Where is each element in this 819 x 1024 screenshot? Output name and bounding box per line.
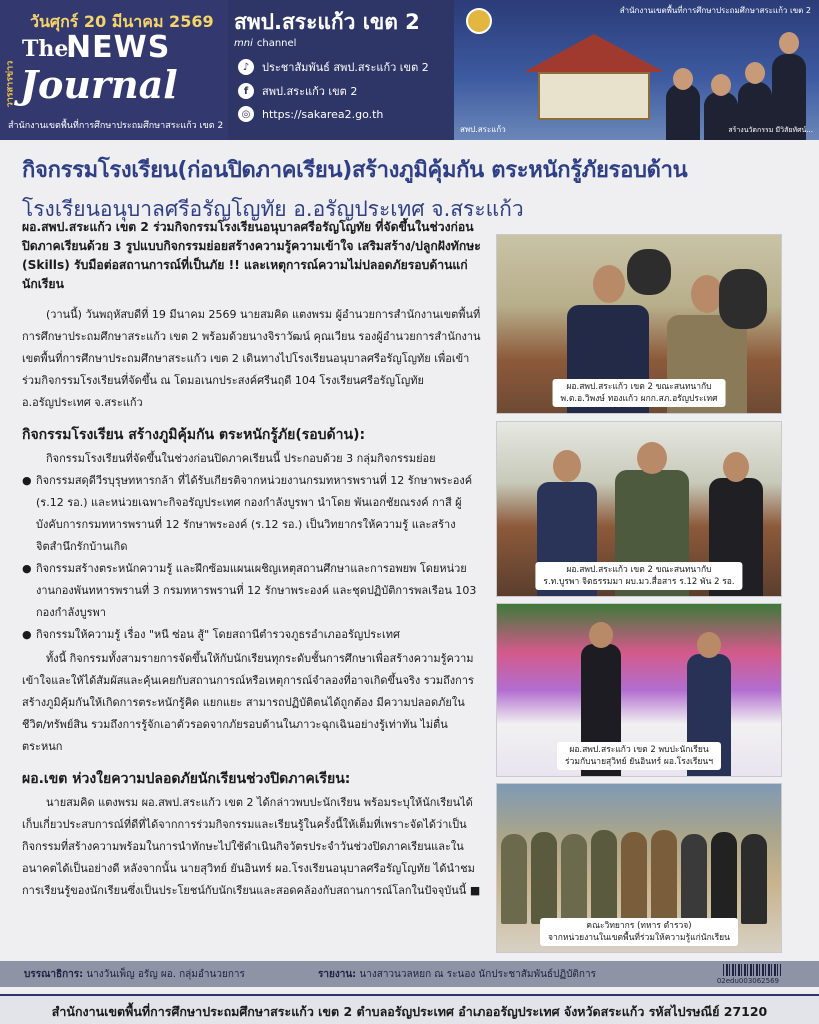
photo-caption: ผอ.สพป.สระแก้ว เขต 2 ขณะสนทนากับ ร.ท.บูรพา จิตธรรมมา ผบ.มว.สื่อสาร ร.12 พัน 2 รอ.: [535, 562, 742, 590]
person-head: [723, 452, 749, 482]
school-building-roof: [524, 34, 664, 72]
article-paragraph: กิจกรรมโรงเรียนที่จัดขึ้นในช่วงก่อนปิดภาคเรียนนี้ ประกอบด้วย 3 กลุ่มกิจกรรมย่อย: [46, 452, 436, 465]
globe-icon: ◎: [238, 106, 254, 122]
masthead-title-block: [0, 0, 228, 140]
person-head: [553, 450, 581, 482]
police-figure: [621, 832, 647, 924]
photo-caption: ผอ.สพป.สระแก้ว เขต 2 พบปะนักเรียน ร่วมกับนายสุวิทย์ ยันอินทร์ ผอ.โรงเรียนฯ: [557, 742, 721, 770]
masthead-photo-caption: สำนักงานเขตพื้นที่การศึกษาประถมศึกษาสระแก้ว เขต 2: [619, 6, 811, 15]
credits-bar: [0, 961, 819, 987]
article-lead: ผอ.สพป.สระแก้ว เขต 2 ร่วมกิจกรรมโรงเรียนอนุบาลศรีอรัญโญทัย ที่จัดขึ้นในช่วงก่อนปิดภาคเรียนด้วย 3 รูปแบบกิจกรรมย่อยสร้างความรู้ความเข้าใจ เสริมสร้าง/ปลูกฝังทักษะ (Skills) รับมือต่อสถานการณ์ที่เป็นภัย !! และเหตุการณ์ความไม่ปลอดภัยรอบด้านแก่นักเรียน: [22, 220, 481, 291]
brand-name: สพป.สระแก้ว เขต 2: [234, 10, 420, 34]
person-figure: [681, 834, 707, 924]
bullet-icon: ●: [22, 474, 32, 487]
soldier-figure: [561, 834, 587, 924]
title-news: NEWS: [66, 30, 171, 65]
soldier-figure: [531, 832, 557, 924]
channel-logo: mni: [234, 38, 253, 49]
issue-date: วันศุกร์ 20 มีนาคม 2569: [30, 12, 214, 31]
staff-figure: [666, 84, 700, 140]
masthead-office: สำนักงานเขตพื้นที่การศึกษาประถมศึกษาสระแก้ว เขต 2: [8, 121, 224, 131]
tiktok-link[interactable]: ♪ ประชาสัมพันธ์ สพป.สระแก้ว เขต 2: [238, 58, 429, 76]
office-emblem-icon: [466, 8, 492, 34]
masthead-photo-bottom: สร้างนวัตกรรม มีวิสัยทัศน์...: [728, 126, 813, 134]
person-figure: [741, 834, 767, 924]
headline-line-2: โรงเรียนอนุบาลศรีอรัญโญทัย อ.อรัญประเทศ จ.สระแก้ว: [22, 197, 524, 221]
photo-3: [496, 603, 782, 777]
soldier-figure: [501, 834, 527, 924]
website-link[interactable]: ◎ https://sakarea2.go.th: [238, 106, 383, 122]
article-paragraph: (วานนี้) วันพฤหัสบดีที่ 19 มีนาคม 2569 นายสมคิด แตงพรม ผู้อำนวยการสำนักงานเขตพื้นที่การศึกษาประถมศึกษาสระแก้ว เขต 2 พร้อมด้วยนางจิราวัฒน์ คุณเวียน รองผู้อำนวยการสำนักงานเขตพื้นที่การศึกษาประถมศึกษาสระแก้ว เขต 2 เดินทางไปโรงเรียนอนุบาลศรีอรัญโญทัย เพื่อเข้าร่วมกิจกรรมโรงเรียนที่จัดขึ้น ณ โดมอเนกประสงค์ศรีนฤดี 104 โรงเรียนศรีอรัญโญทัย อ.อรัญประเทศ จ.สระแก้ว: [22, 308, 481, 409]
school-building: [538, 72, 650, 120]
section-heading: ผอ.เขต ห่วงใยความปลอดภัยนักเรียนช่วงปิดภาคเรียน:: [22, 771, 351, 787]
helmet-figure: [627, 249, 671, 295]
list-item: ● กิจกรรมให้ความรู้ เรื่อง "หนี ซ่อน สู้" โดยสถานีตำรวจภูธรอำเภออรัญประเทศ: [22, 624, 484, 646]
staff-head: [711, 74, 731, 96]
person-head: [589, 622, 613, 648]
headline-line-1: กิจกรรมโรงเรียน(ก่อนปิดภาคเรียน)สร้างภูมิคุ้มกัน ตระหนักรู้ภัยรอบด้าน: [22, 158, 688, 183]
article-body: [22, 218, 484, 902]
footer: [0, 994, 819, 1024]
staff-head: [673, 68, 693, 90]
photo-caption: ผอ.สพป.สระแก้ว เขต 2 ขณะสนทนากับ พ.ต.อ.วิพงษ์ ทองแก้ว ผกก.สภ.อรัญประเทศ: [553, 379, 726, 407]
channel-label: mni channel: [234, 38, 297, 49]
list-item: ● กิจกรรมสดุดีวีรบุรุษทหารกล้า ที่ได้รับเกียรติจากหน่วยงานกรมทหารพรานที่ 12 รักษาพระองค์ (ร.12 รอ.) และหน่วยเฉพาะกิจอรัญประเทศ กองกำลังบูรพา นำโดย พันเอกชัยณรงค์ กาสี ผู้บังคับการกรมทหารพรานที่ 12 รักษาพระองค์ (ร.12 รอ.) เป็นวิทยากรให้ความรู้ และสร้างจิตสำนึกรักบ้านเกิด: [22, 470, 484, 558]
photo-2: [496, 421, 782, 597]
person-figure: [711, 832, 737, 924]
masthead-vertical-label: วารสารข่าว: [5, 60, 15, 108]
article-paragraph: นายสมคิด แตงพรม ผอ.สพป.สระแก้ว เขต 2 ได้กล่าวพบปะนักเรียน พร้อมระบุให้นักเรียนได้เก็บเกี่ยวประสบการณ์ที่ดีที่ได้จากการร่วมกิจกรรมและเรียนรู้ในครั้งนี้ให้เต็มที่เพราะจัดได้ว่าเป็นกิจกรรมที่สร้างความพร้อมในการนำทักษะไปใช้ดำเนินกิจวัตรประจำวันช่วงปิดภาคเรียนและในอนาคตได้เป็นอย่างดี หลังจากนั้น นายสุวิทย์ ยันอินทร์ ผอ.โรงเรียนอนุบาลศรีอรัญโญทัย ได้นำชมการเรียนรู้ของนักเรียนซึ่งเป็นประโยชน์กับนักเรียนและสอดคล้องกับสถานการณ์โลกในปัจจุบันนี้ ■: [22, 796, 481, 897]
masthead-photo-web: สพป.สระแก้ว: [460, 125, 506, 134]
police-figure: [651, 830, 677, 924]
headline: [22, 152, 802, 226]
section-heading: กิจกรรมโรงเรียน สร้างภูมิคุ้มกัน ตระหนักรู้ภัย(รอบด้าน):: [22, 427, 366, 443]
facebook-link[interactable]: f สพป.สระแก้ว เขต 2: [238, 82, 357, 100]
list-item: ● กิจกรรมสร้างตระหนักความรู้ และฝึกซ้อมแผนเผชิญเหตุสถานศึกษาและการอพยพ โดยหน่วยงานกองพันทหารพรานที่ 3 กรมทหารพรานที่ 12 รักษาพระองค์ และชุดปฏิบัติการพลเรือน 103 กองกำลังบูรพา: [22, 558, 484, 624]
person-head: [697, 632, 721, 658]
helmet-figure: [719, 269, 767, 329]
masthead-contact-block: [228, 0, 454, 140]
tiktok-icon: ♪: [238, 59, 254, 75]
photo-caption: คณะวิทยากร (ทหาร ตำรวจ) จากหน่วยงานในเขตพื้นที่ร่วมให้ความรู้แก่นักเรียน: [540, 918, 738, 946]
bullet-icon: ●: [22, 628, 32, 641]
editor-credit: บรรณาธิการ: นางวันเพ็ญ อรัญ ผอ. กลุ่มอำนวยการ: [24, 969, 245, 980]
issue-code: 02edu003062569: [716, 977, 779, 985]
bullet-icon: ●: [22, 562, 32, 575]
footer-address: สำนักงานเขตพื้นที่การศึกษาประถมศึกษาสระแก้ว เขต 2 ตำบลอรัญประเทศ อำเภออรัญประเทศ จังหวัดสระแก้ว รหัสไปรษณีย์ 27120: [51, 1004, 768, 1019]
title-the: The: [22, 36, 69, 62]
masthead: [0, 0, 819, 140]
barcode-icon: [723, 964, 781, 976]
staff-head: [779, 32, 799, 54]
person-head: [593, 265, 625, 303]
photo-1: [496, 234, 782, 414]
photo-4: [496, 783, 782, 953]
person-head: [637, 442, 667, 474]
facebook-icon: f: [238, 83, 254, 99]
soldier-figure: [591, 830, 617, 924]
article-paragraph: ทั้งนี้ กิจกรรมทั้งสามรายการจัดขึ้นให้กับนักเรียนทุกระดับชั้นการศึกษาเพื่อสร้างความรู้ความเข้าใจและให้ได้สัมผัสและคุ้นเคยกับสถานการณ์หรือเหตุการณ์จำลองที่อาจเกิดขึ้นจริง รวมถึงการสร้างภูมิคุ้มกันให้เกิดการตระหนักรู้คิด แยกแยะ สามารถปฏิบัติตนได้ถูกต้อง มีความปลอดภัยในชีวิต/ทรัพย์สิน รวมถึงการรู้จักเอาตัวรอดจากภัยรอบด้านในภาวะฉุกเฉินอย่างรู้เท่าทัน ไม่ตื่นตระหนก: [22, 652, 474, 753]
report-credit: รายงาน: นางสาวนวลหยก ณ ระนอง นักประชาสัมพันธ์ปฏิบัติการ: [318, 969, 596, 980]
staff-head: [745, 62, 765, 84]
masthead-photo: [454, 0, 819, 140]
title-journal: Journal: [20, 62, 178, 107]
